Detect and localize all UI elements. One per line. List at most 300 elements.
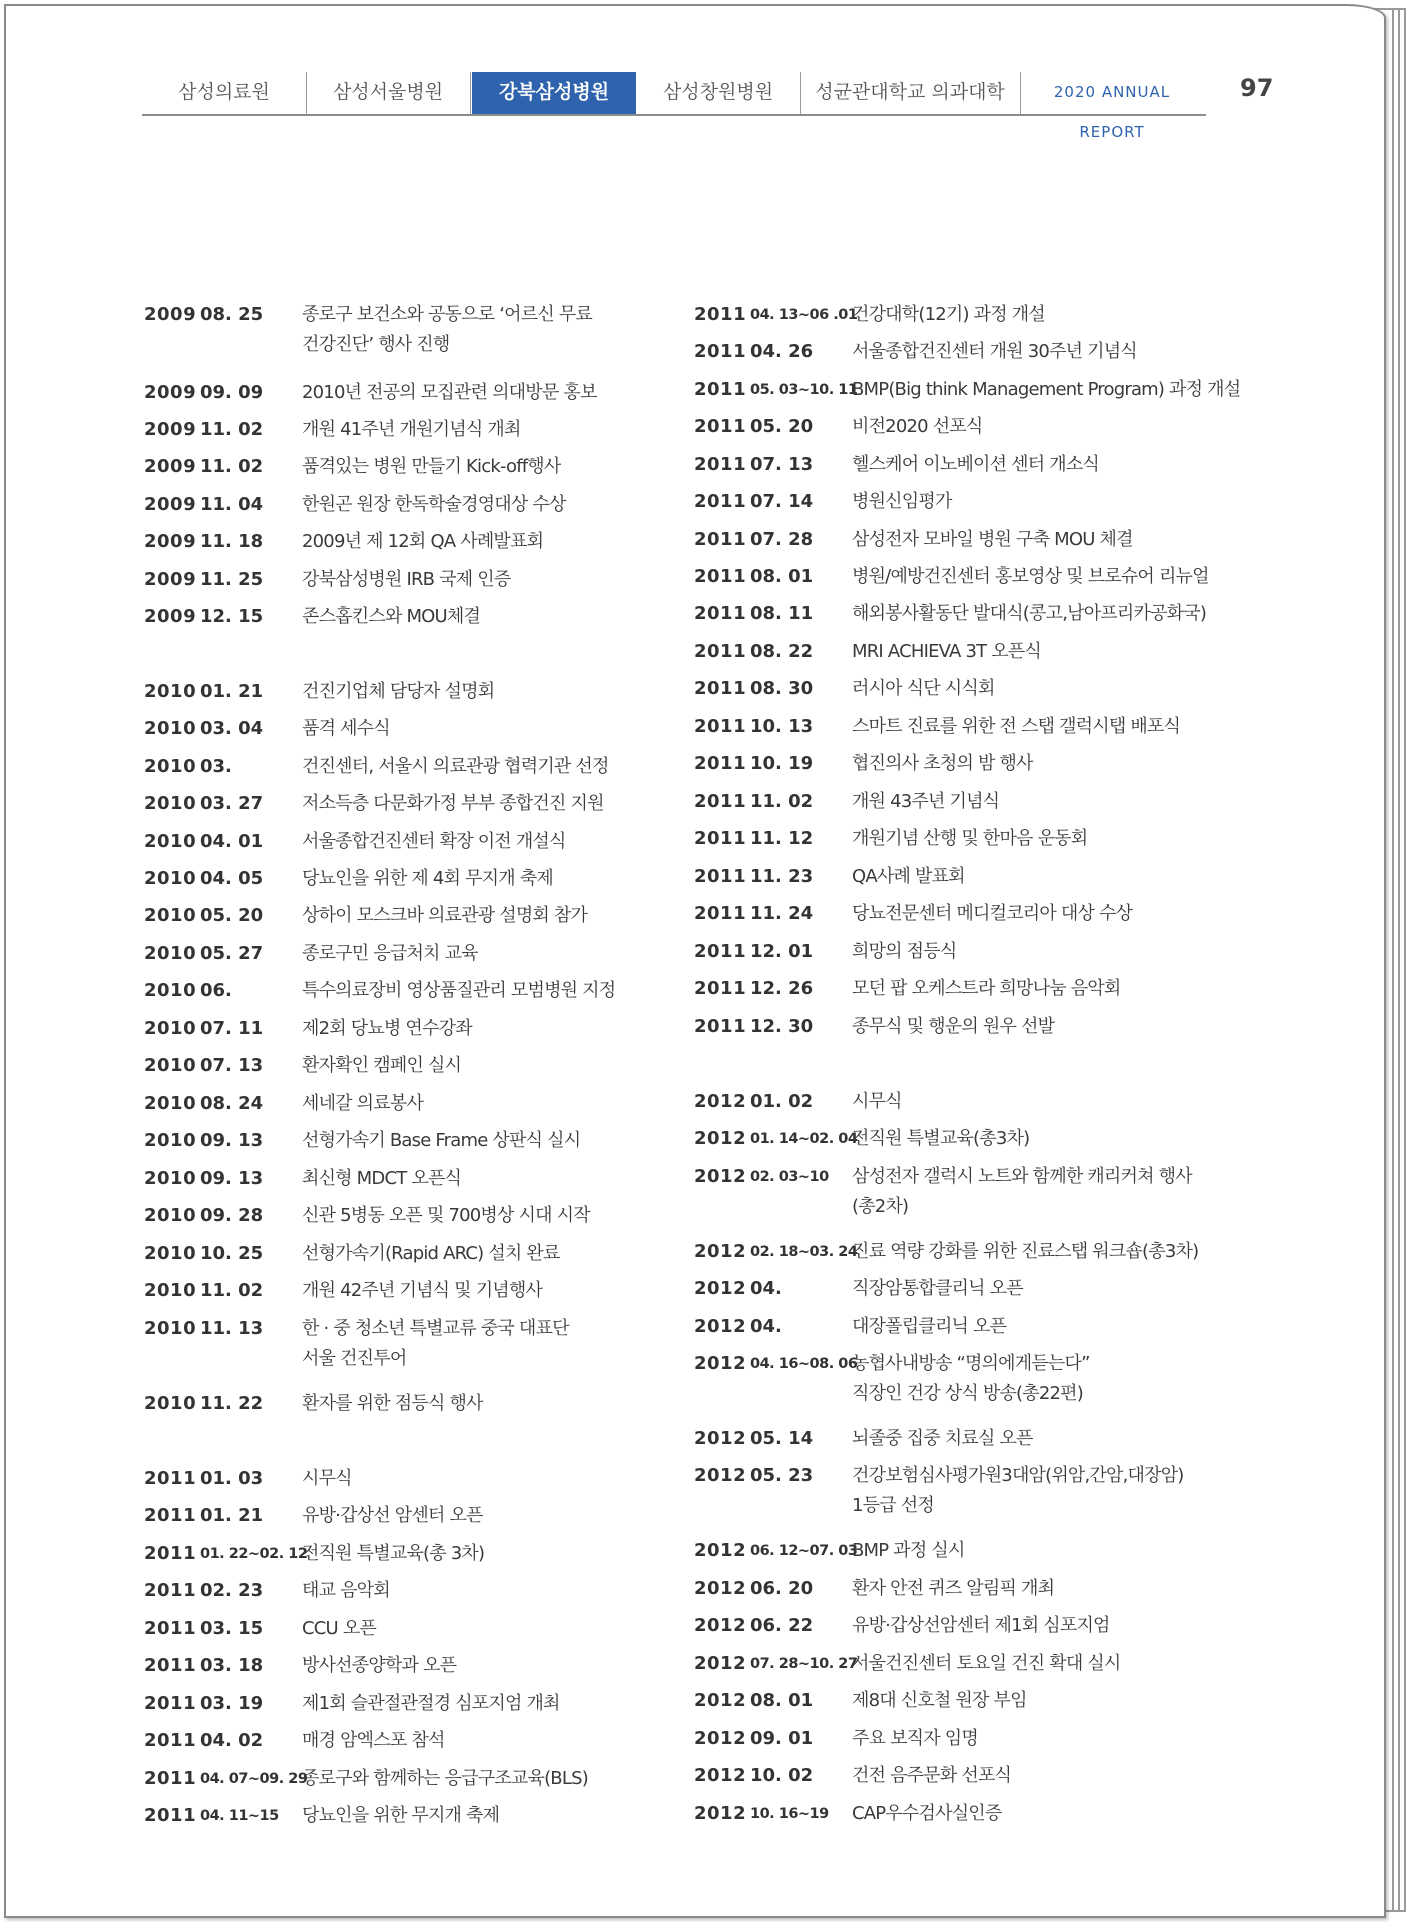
entry-date: 09. 13	[200, 1130, 264, 1151]
entry-date: 12. 15	[200, 606, 264, 627]
entry-description	[302, 1014, 742, 1044]
entry-date: 10. 13	[750, 716, 814, 737]
entry-description-line: 서울 건진투어	[302, 1348, 407, 1369]
entry-year: 2010	[144, 1243, 197, 1264]
entry-date: 02. 03~10	[750, 1169, 829, 1185]
entry-description	[852, 1274, 1292, 1304]
entry-year: 2012	[694, 1615, 747, 1636]
entry-date: 12. 30	[750, 1016, 814, 1037]
entry-description-line: 1등급 선정	[852, 1495, 934, 1516]
entry-date: 07. 14	[750, 491, 814, 512]
entry-year: 2012	[694, 1166, 747, 1187]
entry-description-line: 비전2020 선포식	[852, 416, 983, 437]
entry-description	[852, 712, 1292, 742]
entry-description	[852, 1461, 1292, 1521]
entry-year: 2010	[144, 1318, 197, 1339]
entry-description	[302, 677, 742, 707]
entry-description	[852, 525, 1292, 555]
entry-description	[302, 565, 742, 595]
entry-description	[852, 1724, 1292, 1754]
entry-description-line: CCU 오픈	[302, 1618, 377, 1639]
entry-description-line: 유방·갑상선암센터 제1회 심포지엄	[852, 1615, 1110, 1636]
entry-date: 03.	[200, 756, 232, 777]
entry-description-line: 환자확인 캠페인 실시	[302, 1055, 462, 1076]
entry-description	[852, 337, 1292, 367]
entry-year: 2011	[694, 828, 747, 849]
entry-year: 2011	[694, 416, 747, 437]
entry-description	[852, 674, 1292, 704]
entry-year: 2010	[144, 1393, 197, 1414]
entry-description	[852, 824, 1292, 854]
entry-description	[852, 1087, 1292, 1117]
entry-date: 01. 21	[200, 1505, 264, 1526]
entry-year: 2011	[144, 1805, 197, 1826]
entry-date: 02. 23	[200, 1580, 264, 1601]
entry-description	[302, 752, 742, 782]
entry-year: 2012	[694, 1128, 747, 1149]
entry-description-line: 제8대 신호철 원장 부임	[852, 1690, 1027, 1711]
entry-description-line: 전직원 특별교육(총 3차)	[302, 1543, 485, 1564]
entry-date: 12. 01	[750, 941, 814, 962]
entry-description	[302, 1089, 742, 1119]
entry-date: 01. 22~02. 12	[200, 1546, 308, 1562]
tab-kangbuk-samsung-hospital[interactable]: 강북삼성병원	[472, 72, 636, 114]
entry-year: 2010	[144, 1130, 197, 1151]
entry-date: 07. 13	[750, 454, 814, 475]
entry-description	[302, 976, 742, 1006]
entry-year: 2011	[144, 1580, 197, 1601]
entry-description-line: 건진센터, 서울시 의료관광 협력기관 선정	[302, 756, 609, 777]
entry-description-line: 특수의료장비 영상품질관리 모범병원 지정	[302, 980, 616, 1001]
entry-date: 09. 01	[750, 1728, 814, 1749]
entry-year: 2011	[694, 678, 747, 699]
entry-date: 05. 23	[750, 1465, 814, 1486]
entry-description	[302, 789, 742, 819]
entry-description-line: 품격 세수식	[302, 718, 390, 739]
entry-description	[302, 1689, 742, 1719]
entry-year: 2009	[144, 569, 197, 590]
entry-year: 2011	[144, 1730, 197, 1751]
entry-year: 2009	[144, 419, 197, 440]
entry-year: 2012	[694, 1728, 747, 1749]
entry-year: 2011	[144, 1693, 197, 1714]
entry-year: 2011	[694, 941, 747, 962]
entry-year: 2009	[144, 606, 197, 627]
entry-date: 04. 13~06 .01	[750, 307, 858, 323]
tab-skku-medicine[interactable]: 성균관대학교 의과대학	[800, 72, 1021, 114]
entry-description	[852, 1424, 1292, 1454]
entry-date: 11. 02	[200, 419, 264, 440]
entry-description-line: 방사선종양학과 오픈	[302, 1655, 457, 1676]
entry-description-line: 선형가속기 Base Frame 상판식 실시	[302, 1130, 581, 1151]
entry-description-line: 진료 역량 강화를 위한 진료스탭 워크숍(총3차)	[852, 1241, 1199, 1262]
entry-year: 2011	[694, 379, 747, 400]
entry-description-line: 강북삼성병원 IRB 국제 인증	[302, 569, 511, 590]
entry-year: 2012	[694, 1465, 747, 1486]
entry-description	[302, 1201, 742, 1231]
entry-description	[852, 974, 1292, 1004]
entry-year: 2011	[694, 454, 747, 475]
entry-description	[852, 749, 1292, 779]
entry-date: 11. 04	[200, 494, 264, 515]
entry-year: 2012	[694, 1653, 747, 1674]
entry-description	[302, 1239, 742, 1269]
entry-description	[852, 300, 1292, 330]
entry-description	[302, 714, 742, 744]
entry-date: 01. 21	[200, 681, 264, 702]
entry-description	[852, 1574, 1292, 1604]
entry-description-line: 신관 5병동 오픈 및 700병상 시대 시작	[302, 1205, 590, 1226]
entry-date: 05. 20	[200, 905, 264, 926]
entry-description-line: 상하이 모스크바 의료관광 설명회 참가	[302, 905, 588, 926]
entry-date: 06. 20	[750, 1578, 814, 1599]
entry-description-line: MRI ACHIEVA 3T 오픈식	[852, 641, 1041, 662]
entry-date: 11. 02	[200, 1280, 264, 1301]
entry-description	[852, 637, 1292, 667]
entry-date: 08. 01	[750, 566, 814, 587]
entry-year: 2011	[694, 603, 747, 624]
entry-description-line: BMP 과정 실시	[852, 1540, 965, 1561]
entry-year: 2011	[694, 304, 747, 325]
entry-year: 2010	[144, 1205, 197, 1226]
entry-date: 04. 16~08. 06	[750, 1356, 858, 1372]
entry-description	[302, 1464, 742, 1494]
entry-description-line: 종무식 및 행운의 원우 선발	[852, 1016, 1055, 1037]
entry-year: 2010	[144, 1168, 197, 1189]
entry-date: 12. 26	[750, 978, 814, 999]
entry-description-line: 직장암통합클리닉 오픈	[852, 1278, 1023, 1299]
entry-date: 11. 13	[200, 1318, 264, 1339]
entry-description	[852, 787, 1292, 817]
entry-description	[852, 1012, 1292, 1042]
entry-date: 04.	[750, 1278, 782, 1299]
entry-year: 2011	[144, 1543, 197, 1564]
entry-description	[852, 599, 1292, 629]
entry-description-line: 대장폴립클리닉 오픈	[852, 1316, 1007, 1337]
entry-description-line: 삼성전자 모바일 병원 구축 MOU 체결	[852, 529, 1133, 550]
entry-date: 09. 13	[200, 1168, 264, 1189]
entry-description-line: 모던 팝 오케스트라 희망나눔 음악회	[852, 978, 1121, 999]
entry-description-line: (총2차)	[852, 1196, 909, 1217]
entry-year: 2009	[144, 494, 197, 515]
entry-description	[302, 1501, 742, 1531]
entry-year: 2011	[144, 1655, 197, 1676]
entry-description-line: 유방·갑상선 암센터 오픈	[302, 1505, 483, 1526]
entry-description-line: 해외봉사활동단 발대식(콩고,남아프리카공화국)	[852, 603, 1207, 624]
entry-description	[302, 1801, 742, 1831]
entry-description	[302, 1614, 742, 1644]
entry-description	[852, 1799, 1292, 1829]
entry-description	[302, 1051, 742, 1081]
entry-description-line: 헬스케어 이노베이션 센터 개소식	[852, 454, 1099, 475]
entry-year: 2011	[144, 1505, 197, 1526]
entry-description-line: CAP우수검사실인증	[852, 1803, 1002, 1824]
entry-date: 01. 14~02. 04	[750, 1131, 858, 1147]
entry-description	[302, 1726, 742, 1756]
entry-year: 2011	[694, 491, 747, 512]
entry-description-line: 2010년 전공의 모집관련 의대방문 홍보	[302, 382, 597, 403]
entry-year: 2012	[694, 1540, 747, 1561]
entry-date: 03. 18	[200, 1655, 264, 1676]
entry-description	[852, 1237, 1292, 1267]
entry-description-line: 개원 43주년 기념식	[852, 791, 1000, 812]
entry-description	[852, 1162, 1292, 1222]
entry-description	[852, 1124, 1292, 1154]
entry-description-line: 병원신임평가	[852, 491, 952, 512]
entry-description-line: 러시아 식단 시식회	[852, 678, 995, 699]
entry-description-line: 당뇨인을 위한 무지개 축제	[302, 1805, 500, 1826]
entry-year: 2010	[144, 1018, 197, 1039]
entry-date: 01. 02	[750, 1091, 814, 1112]
entry-year: 2010	[144, 718, 197, 739]
entry-date: 08. 24	[200, 1093, 264, 1114]
entry-description	[852, 1312, 1292, 1342]
entry-description	[852, 1611, 1292, 1641]
entry-description-line: 품격있는 병원 만들기 Kick-off행사	[302, 456, 561, 477]
entry-year: 2010	[144, 681, 197, 702]
entry-year: 2011	[694, 529, 747, 550]
entry-date: 11. 02	[750, 791, 814, 812]
entry-date: 05. 14	[750, 1428, 814, 1449]
entry-description-line: 직장인 건강 상식 방송(총22편)	[852, 1383, 1083, 1404]
entry-year: 2012	[694, 1690, 747, 1711]
entry-date: 11. 02	[200, 456, 264, 477]
tab-samsung-seoul-hospital[interactable]: 삼성서울병원	[306, 72, 471, 114]
entry-description-line: 서울건진센터 토요일 건진 확대 실시	[852, 1653, 1121, 1674]
entry-description	[302, 864, 742, 894]
entry-date: 11. 24	[750, 903, 814, 924]
entry-date: 03. 27	[200, 793, 264, 814]
entry-year: 2011	[694, 566, 747, 587]
entry-description-line: 주요 보직자 임명	[852, 1728, 978, 1749]
entry-description	[302, 415, 742, 445]
entry-date: 09. 09	[200, 382, 264, 403]
entry-description	[302, 1389, 742, 1419]
entry-date: 04. 26	[750, 341, 814, 362]
entry-date: 06. 12~07. 03	[750, 1543, 858, 1559]
entry-year: 2012	[694, 1765, 747, 1786]
entry-date: 04. 02	[200, 1730, 264, 1751]
entry-description	[302, 1764, 742, 1794]
entry-date: 05. 27	[200, 943, 264, 964]
entry-year: 2010	[144, 793, 197, 814]
entry-description-line: 종로구와 함께하는 응급구조교육(BLS)	[302, 1768, 588, 1789]
entry-description-line: 병원/예방건진센터 홍보영상 및 브로슈어 리뉴얼	[852, 566, 1209, 587]
entry-description-line: 건강진단’ 행사 진행	[302, 334, 450, 355]
entry-year: 2010	[144, 905, 197, 926]
entry-description	[852, 862, 1292, 892]
entry-year: 2012	[694, 1578, 747, 1599]
entry-description-line: 태교 음악회	[302, 1580, 390, 1601]
tab-samsung-medical-center[interactable]: 삼성의료원	[142, 72, 307, 114]
entry-description-line: QA사례 발표회	[852, 866, 965, 887]
entry-date: 04. 11~15	[200, 1808, 279, 1824]
entry-date: 07. 28	[750, 529, 814, 550]
entry-year: 2010	[144, 756, 197, 777]
entry-date: 04. 07~09. 29	[200, 1771, 308, 1787]
entry-year: 2012	[694, 1091, 747, 1112]
entry-date: 04.	[750, 1316, 782, 1337]
entry-date: 08. 30	[750, 678, 814, 699]
entry-description	[852, 375, 1292, 405]
entry-description	[302, 1276, 742, 1306]
entry-date: 11. 18	[200, 531, 264, 552]
entry-date: 07. 28~10. 27	[750, 1656, 858, 1672]
entry-description-line: 매경 암엑스포 참석	[302, 1730, 445, 1751]
entry-date: 04. 01	[200, 831, 264, 852]
entry-description-line: 개원 41주년 개원기념식 개최	[302, 419, 521, 440]
entry-description-line: 당뇨전문센터 메디컬코리아 대상 수상	[852, 903, 1133, 924]
entry-description-line: 환자를 위한 점등식 행사	[302, 1393, 483, 1414]
entry-year: 2011	[694, 978, 747, 999]
entry-description-line: 전직원 특별교육(총3차)	[852, 1128, 1030, 1149]
entry-date: 03. 04	[200, 718, 264, 739]
entry-description	[302, 527, 742, 557]
entry-description-line: 최신형 MDCT 오픈식	[302, 1168, 462, 1189]
entry-date: 06. 22	[750, 1615, 814, 1636]
entry-description-line: 당뇨인을 위한 제 4회 무지개 축제	[302, 868, 553, 889]
entry-date: 08. 22	[750, 641, 814, 662]
entry-year: 2010	[144, 980, 197, 1001]
entry-date: 08. 25	[200, 304, 264, 325]
entry-year: 2011	[694, 866, 747, 887]
entry-year: 2010	[144, 831, 197, 852]
entry-description	[302, 1651, 742, 1681]
entry-date: 03. 15	[200, 1618, 264, 1639]
entry-description-line: 건강보험심사평가원3대암(위암,간암,대장암)	[852, 1465, 1184, 1486]
entry-description-line: 종로구민 응급처치 교육	[302, 943, 478, 964]
entry-description	[302, 378, 742, 408]
entry-date: 10. 25	[200, 1243, 264, 1264]
entry-description-line: 삼성전자 갤럭시 노트와 함께한 캐리커쳐 행사	[852, 1166, 1192, 1187]
entry-year: 2011	[694, 716, 747, 737]
entry-description	[852, 899, 1292, 929]
entry-date: 10. 16~19	[750, 1806, 829, 1822]
entry-year: 2011	[694, 903, 747, 924]
entry-description-line: 건진기업체 담당자 설명회	[302, 681, 495, 702]
entry-year: 2011	[694, 641, 747, 662]
entry-description-line: 개원기념 산행 및 한마음 운동회	[852, 828, 1088, 849]
entry-description-line: 환자 안전 퀴즈 알림픽 개최	[852, 1578, 1055, 1599]
entry-year: 2010	[144, 868, 197, 889]
entry-description	[302, 1164, 742, 1194]
entry-year: 2012	[694, 1241, 747, 1262]
entry-year: 2010	[144, 1280, 197, 1301]
entry-description-line: 선형가속기(Rapid ARC) 설치 완료	[302, 1243, 560, 1264]
entry-description	[302, 827, 742, 857]
entry-description-line: 한원곤 원장 한독학술경영대상 수상	[302, 494, 566, 515]
entry-description-line: 서울종합건진센터 확장 이전 개설식	[302, 831, 566, 852]
entry-description-line: 희망의 점등식	[852, 941, 957, 962]
section-nav	[142, 72, 1206, 141]
entry-description-line: 뇌졸중 집중 치료실 오픈	[852, 1428, 1033, 1449]
entry-description	[302, 1126, 742, 1156]
entry-description-line: 제1회 슬관절관절경 심포지엄 개최	[302, 1693, 560, 1714]
entry-description-line: 서울종합건진센터 개원 30주년 기념식	[852, 341, 1137, 362]
entry-description	[302, 1314, 742, 1374]
entry-year: 2012	[694, 1803, 747, 1824]
entry-year: 2009	[144, 456, 197, 477]
entry-date: 01. 03	[200, 1468, 264, 1489]
entry-date: 06.	[200, 980, 232, 1001]
entry-description-line: 시무식	[852, 1091, 902, 1112]
entry-description	[302, 490, 742, 520]
page-number: 97	[1240, 74, 1274, 102]
entry-description	[302, 901, 742, 931]
entry-date: 07. 13	[200, 1055, 264, 1076]
entry-date: 03. 19	[200, 1693, 264, 1714]
entry-description-line: 제2회 당뇨병 연수강좌	[302, 1018, 472, 1039]
entry-description-line: 건강대학(12기) 과정 개설	[852, 304, 1045, 325]
tab-samsung-changwon-hospital[interactable]: 삼성창원병원	[636, 72, 801, 114]
entry-description	[302, 452, 742, 482]
entry-date: 09. 28	[200, 1205, 264, 1226]
entry-description	[302, 1576, 742, 1606]
entry-date: 10. 02	[750, 1765, 814, 1786]
entry-description-line: BMP(Big think Management Program) 과정 개설	[852, 379, 1241, 400]
entry-year: 2012	[694, 1278, 747, 1299]
entry-year: 2012	[694, 1316, 747, 1337]
entry-description	[302, 602, 742, 632]
entry-description	[852, 937, 1292, 967]
entry-date: 02. 18~03. 24	[750, 1244, 858, 1260]
entry-description	[302, 300, 742, 360]
entry-year: 2010	[144, 943, 197, 964]
entry-description-line: 한 · 중 청소년 특별교류 중국 대표단	[302, 1318, 569, 1339]
entry-description-line: 협진의사 초청의 밤 행사	[852, 753, 1033, 774]
entry-year: 2009	[144, 382, 197, 403]
entry-year: 2011	[694, 753, 747, 774]
entry-year: 2009	[144, 531, 197, 552]
entry-year: 2011	[144, 1468, 197, 1489]
entry-description-line: 건전 음주문화 선포식	[852, 1765, 1012, 1786]
entry-description	[852, 1686, 1292, 1716]
entry-date: 08. 01	[750, 1690, 814, 1711]
entry-description	[852, 487, 1292, 517]
entry-date: 11. 23	[750, 866, 814, 887]
entry-description-line: 존스홉킨스와 MOU체결	[302, 606, 481, 627]
entry-year: 2009	[144, 304, 197, 325]
entry-year: 2012	[694, 1428, 747, 1449]
entry-description-line: 스마트 진료를 위한 전 스탭 갤럭시탭 배포식	[852, 716, 1181, 737]
entry-description	[852, 412, 1292, 442]
entry-date: 11. 25	[200, 569, 264, 590]
entry-description	[302, 939, 742, 969]
entry-year: 2011	[694, 791, 747, 812]
entry-date: 05. 20	[750, 416, 814, 437]
entry-description-line: 시무식	[302, 1468, 352, 1489]
entry-description	[852, 450, 1292, 480]
entry-year: 2011	[144, 1768, 197, 1789]
entry-year: 2011	[694, 1016, 747, 1037]
entry-year: 2012	[694, 1353, 747, 1374]
entry-year: 2011	[694, 341, 747, 362]
entry-date: 04. 05	[200, 868, 264, 889]
entry-description	[302, 1539, 742, 1569]
entry-description-line: 개원 42주년 기념식 및 기념행사	[302, 1280, 543, 1301]
entry-date: 10. 19	[750, 753, 814, 774]
entry-description-line: 저소득층 다문화가정 부부 종합건진 지원	[302, 793, 604, 814]
entry-description-line: 종로구 보건소와 공동으로 ‘어르신 무료	[302, 304, 593, 325]
entry-year: 2010	[144, 1093, 197, 1114]
entry-date: 11. 12	[750, 828, 814, 849]
entry-description-line: 농협사내방송 “명의에게듣는다”	[852, 1353, 1090, 1374]
entry-date: 07. 11	[200, 1018, 264, 1039]
entry-description	[852, 1349, 1292, 1409]
entry-description	[852, 1649, 1292, 1679]
entry-date: 11. 22	[200, 1393, 264, 1414]
entry-description-line: 2009년 제 12회 QA 사례발표회	[302, 531, 544, 552]
